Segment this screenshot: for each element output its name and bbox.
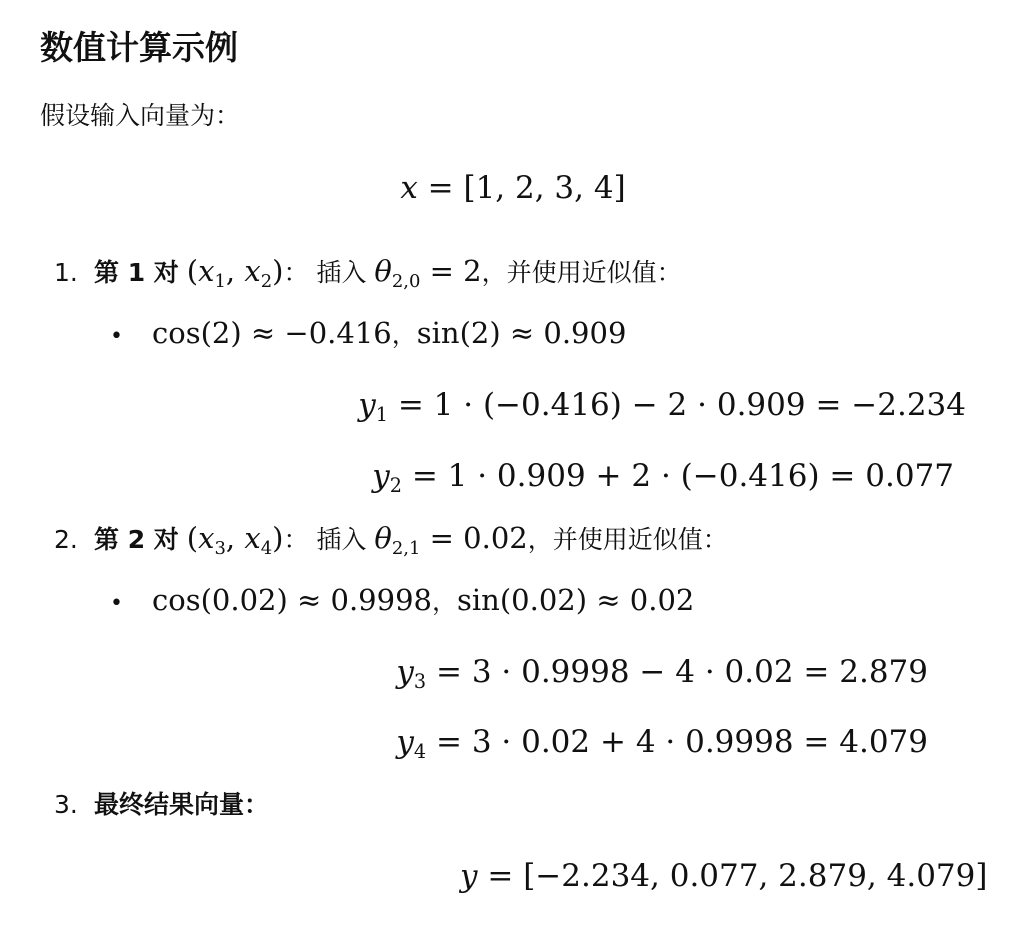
step-2-colon: ： — [283, 525, 309, 554]
step-2-bullet-sep: ， — [432, 587, 458, 616]
step-1-cos: cos(2) ≈ −0.416 — [152, 316, 392, 350]
step-2-label: 第 2 对 — [94, 525, 179, 554]
step-2-theta-sub: 2,1 — [391, 537, 421, 559]
step-1-insert-text: 插入 — [316, 258, 375, 287]
step-2-pair-sep: , — [225, 521, 245, 555]
step-1-pair-a: x — [198, 254, 215, 288]
step-2-pair-b: x — [244, 521, 261, 555]
step-2-theta-value: = 0.02 — [420, 521, 528, 555]
step-1-bullet — [110, 313, 626, 357]
equation-y3-var: y — [396, 654, 414, 690]
step-1-number: 1. — [54, 258, 78, 287]
equation-y1-rhs: = 1 · (−0.416) − 2 · 0.909 = −2.234 — [388, 387, 966, 423]
step-3-item — [54, 785, 269, 825]
equation-y2-var: y — [372, 458, 390, 494]
step-1-sin: sin(2) ≈ 0.909 — [416, 316, 627, 350]
equation-y4-rhs: = 3 · 0.02 + 4 · 0.9998 = 4.079 — [426, 724, 928, 760]
input-vector-rhs: = [1, 2, 3, 4] — [417, 170, 626, 206]
step-2-theta-symbol: θ — [374, 521, 392, 555]
step-1-theta-symbol: θ — [374, 254, 392, 288]
equation-y4-sub: 4 — [413, 740, 427, 764]
equation-y3-sub: 3 — [413, 670, 427, 694]
step-1-theta-sub: 2,0 — [391, 270, 421, 292]
step-1-pair-open: ( — [186, 254, 199, 288]
step-1-item — [54, 251, 682, 293]
equation-y1 — [358, 385, 966, 425]
step-3-number: 3. — [54, 790, 78, 819]
step-2-pair-b-sub: 4 — [260, 537, 273, 559]
step-2-pair-open: ( — [186, 521, 199, 555]
equation-y2-rhs: = 1 · 0.909 + 2 · (−0.416) = 0.077 — [401, 458, 954, 494]
equation-y2 — [372, 456, 954, 496]
step-1-colon: ： — [283, 258, 309, 287]
step-2-sin: sin(0.02) ≈ 0.02 — [457, 583, 695, 617]
equation-y1-var: y — [358, 387, 376, 423]
equation-y3-rhs: = 3 · 0.9998 − 4 · 0.02 = 2.879 — [426, 654, 928, 690]
equation-y3 — [396, 652, 928, 692]
bullet-dot-icon: • — [110, 591, 123, 616]
step-1-pair-b-sub: 2 — [260, 270, 273, 292]
input-vector-lhs: x — [400, 170, 418, 206]
step-2-cos: cos(0.02) ≈ 0.9998 — [152, 583, 432, 617]
result-vector-equation — [460, 856, 987, 896]
step-2-pair-a: x — [198, 521, 215, 555]
step-2-item — [54, 518, 728, 560]
equation-y2-sub: 2 — [389, 474, 402, 498]
step-1-pair-sep: , — [225, 254, 245, 288]
input-vector-equation — [0, 168, 1026, 208]
step-1-pair — [186, 254, 284, 292]
step-1-theta — [374, 254, 482, 292]
step-1-theta-value: = 2 — [420, 254, 482, 288]
equation-y4-var: y — [396, 724, 414, 760]
result-vector-lhs: y — [460, 858, 478, 894]
step-1-tail-text: ，并使用近似值： — [481, 258, 682, 287]
step-2-number: 2. — [54, 525, 78, 554]
step-2-pair — [186, 521, 284, 559]
step-2-pair-a-sub: 3 — [214, 537, 226, 559]
step-1-bullet-sep: ， — [391, 320, 417, 349]
equation-y4 — [396, 722, 928, 762]
step-1-pair-a-sub: 1 — [214, 270, 226, 292]
step-1-label: 第 1 对 — [94, 258, 179, 287]
step-2-insert-text: 插入 — [316, 525, 375, 554]
page-title: 数值计算示例 — [40, 28, 238, 67]
step-3-label: 最终结果向量： — [94, 790, 270, 819]
step-2-bullet — [110, 580, 694, 624]
step-2-pair-close: ) — [272, 521, 284, 555]
result-vector-rhs: = [−2.234, 0.077, 2.879, 4.079] — [477, 858, 988, 894]
step-1-pair-b: x — [244, 254, 261, 288]
step-2-theta — [374, 521, 528, 559]
step-2-tail-text: ，并使用近似值： — [527, 525, 728, 554]
equation-y1-sub: 1 — [375, 403, 388, 427]
bullet-dot-icon: • — [110, 324, 123, 349]
intro-text: 假设输入向量为： — [40, 101, 241, 130]
step-1-pair-close: ) — [272, 254, 284, 288]
